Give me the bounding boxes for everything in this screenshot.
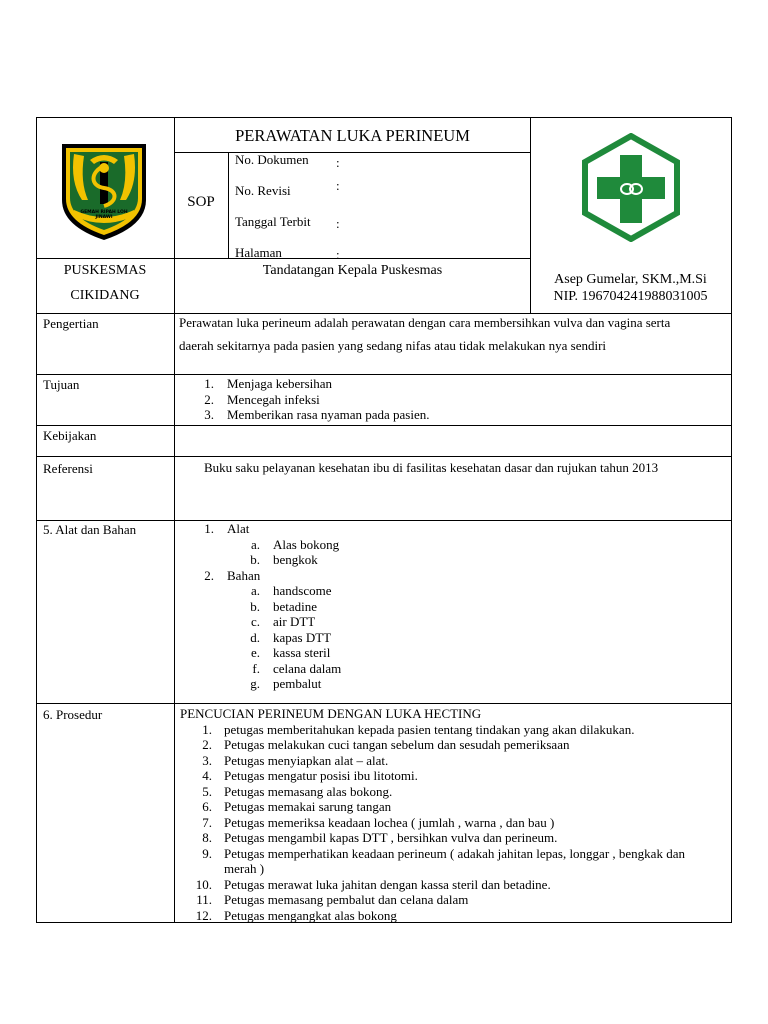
crest-motto: GEMAH RIPAH LOH JINAWI [80, 210, 128, 220]
sop-label: SOP [187, 194, 215, 210]
list-item: 2. Mencegah infeksi [204, 391, 320, 407]
section-label-referensi: Referensi [43, 461, 93, 476]
list-item: 6. Petugas memakai sarung tangan [202, 799, 392, 814]
section-label-alat: 5. Alat dan Bahan [43, 522, 137, 537]
doc-field-label-4: Halaman [235, 245, 282, 260]
prosedur-list [180, 722, 728, 924]
list-item: 1. Menjaga kebersihan [204, 376, 333, 391]
list-item: 5. Petugas memasang alas bokong. [202, 783, 393, 799]
list-item: 11. Petugas memasang pembalut dan celana dalam [196, 892, 469, 907]
section-label-tujuan: Tujuan [43, 377, 80, 392]
list-item: 4. Petugas mengatur posisi ibu litotomi. [202, 768, 418, 783]
doc-field-value-2: : [336, 178, 340, 193]
puskesmas-logo-icon [580, 133, 682, 242]
list-item: d. kapas DTT [250, 629, 332, 645]
signature-label: Tandatangan Kepala Puskesmas [262, 263, 443, 278]
doc-field-value-1: : [336, 155, 340, 170]
section-label-pengertian: Pengertian [43, 316, 99, 331]
list-item: a. handscome [250, 583, 332, 598]
doc-field-value-4: : [336, 247, 340, 262]
list-item: b. betadine [250, 598, 318, 614]
institution-name-line2: CIKIDANG [70, 288, 140, 303]
official-name: Asep Gumelar, SKM.,M.Si [554, 272, 707, 287]
doc-field-value-3: : [336, 216, 340, 231]
pengertian-text-line2: daerah sekitarnya pada pasien yang sedang nifas atau tidak melakukan nya sendiri [179, 338, 607, 353]
doc-field-label-1: No. Dokumen [235, 152, 309, 167]
list-item: 2. Bahan [204, 567, 261, 583]
official-nip: NIP. 196704241988031005 [553, 289, 708, 304]
list-item: 1. petugas memberitahukan kepada pasien tentang tindakan yang akan dilakukan. [202, 721, 635, 737]
list-item: 3. Memberikan rasa nyaman pada pasien. [204, 407, 430, 422]
list-item: 10. Petugas merawat luka jahitan dengan kassa steril dan betadine. [195, 876, 551, 892]
pengertian-text-line1: Perawatan luka perineum adalah perawatan dengan cara membersihkan vulva dan vagina serta [179, 315, 671, 330]
page-title: PERAWATAN LUKA PERINEUM [235, 126, 470, 145]
list-item: 8. Petugas mengambil kapas DTT , bersihkan vulva dan perineum. [202, 830, 558, 845]
list-item: g. pembalut [250, 676, 322, 691]
alat-list [180, 521, 720, 692]
list-item: 1. Alat [204, 521, 250, 536]
tujuan-list [180, 376, 720, 423]
list-item: b. bengkok [250, 552, 318, 567]
doc-field-label-2: No. Revisi [235, 183, 291, 198]
section-label-kebijakan: Kebijakan [43, 428, 97, 443]
list-item: 12. Petugas mengangkat alas bokong [195, 907, 397, 923]
section-label-prosedur: 6. Prosedur [43, 707, 103, 722]
list-item: f. celana dalam [252, 660, 342, 676]
list-item: 3. Petugas menyiapkan alat – alat. [202, 752, 389, 768]
regency-crest-icon [60, 142, 148, 242]
list-item: a. Alas bokong [250, 536, 340, 552]
list-item: 9. Petugas memperhatikan keadaan perineum ( adakah jahitan lepas, longgar , bengkak dan [202, 845, 685, 861]
list-item: 2. Petugas melakukan cuci tangan sebelum dan sesudah pemeriksaan [202, 737, 570, 752]
list-item: e. kassa steril [250, 645, 331, 660]
institution-name-line1: PUSKESMAS [63, 263, 147, 278]
list-item: c. air DTT [250, 614, 316, 629]
list-item: 7. Petugas memeriksa keadaan lochea ( jumlah , warna , dan bau ) [202, 814, 555, 830]
referensi-text: Buku saku pelayanan kesehatan ibu di fasilitas kesehatan dasar dan rujukan tahun 2013 [204, 460, 659, 475]
doc-field-label-3: Tanggal Terbit [235, 214, 311, 229]
prosedur-heading: PENCUCIAN PERINEUM DENGAN LUKA HECTING [180, 706, 482, 721]
list-item-continuation: merah ) [224, 861, 265, 876]
